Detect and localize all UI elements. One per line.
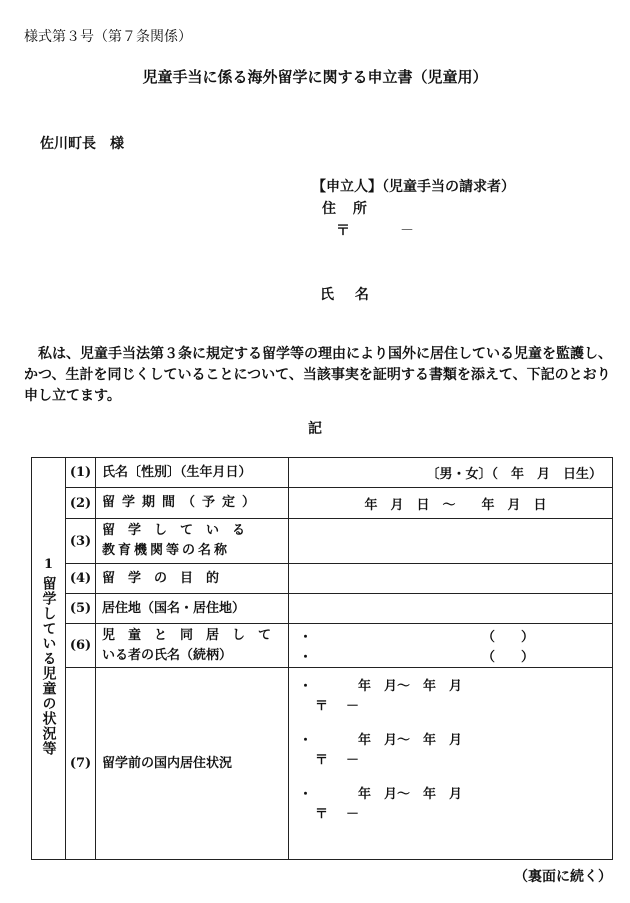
declaration-text: 私は、児童手当法第３条に規定する留学等の理由により国外に居住している児童を監護し、かつ、生計を同じくしていることについて、当該事実を証明する書類を添えて、下記のとおり申し立てます。 — [24, 346, 612, 404]
bullet: ・ — [299, 732, 313, 748]
recipient: 佐川町長 様 — [40, 136, 124, 152]
study-purpose-field[interactable] — [289, 564, 613, 594]
cohabitant-field[interactable] — [289, 624, 613, 668]
name-label: 氏 名 — [320, 287, 377, 303]
row-number: (7) — [66, 668, 96, 860]
period-text: 年 月～ 年 月 — [358, 732, 463, 748]
study-period-field[interactable]: 年 月 日 ～ 年 月 日 — [289, 488, 613, 519]
table-row — [32, 624, 613, 668]
address-label: 住 所 — [322, 201, 373, 217]
section-title: 留学している児童の状況等 — [40, 576, 57, 756]
period-text: 年 月～ 年 月 — [358, 678, 463, 694]
postal-dash: － — [400, 223, 414, 239]
row-label-line: 教育機関等の名称 — [102, 543, 231, 558]
relationship-paren: （ ） — [482, 630, 535, 645]
residence-entry — [299, 674, 612, 714]
postal-dash: － — [346, 752, 360, 768]
postal-dash: － — [346, 806, 360, 822]
table-row — [32, 488, 613, 519]
relationship-paren: （ ） — [482, 650, 535, 665]
bullet: ・ — [299, 630, 313, 645]
document-title: 児童手当に係る海外留学に関する申立書（児童用） — [142, 68, 488, 86]
section-cell — [32, 458, 66, 860]
row-number: (1) — [66, 458, 96, 488]
bullet: ・ — [299, 650, 313, 665]
row-label-line: いる者の氏名（続柄） — [102, 647, 233, 663]
row-number: (2) — [66, 488, 96, 519]
row-number: (3) — [66, 519, 96, 564]
section-number: 1 — [43, 557, 54, 572]
residence-field[interactable] — [289, 594, 613, 624]
school-name-field[interactable] — [289, 519, 613, 564]
postal-mark: 〒 — [315, 806, 329, 822]
postal-dash: － — [346, 698, 360, 714]
row-label: 留学前の国内居住状況 — [96, 668, 289, 860]
residence-entry — [299, 728, 612, 768]
postal-mark: 〒 — [315, 698, 329, 714]
row-label: 留 学 の 目 的 — [96, 564, 289, 594]
row-label: 居住地（国名・居住地） — [96, 594, 289, 624]
row-label-line: 留 学 し て い る — [102, 523, 246, 538]
ki-heading: 記 — [308, 421, 322, 437]
row-label — [96, 624, 289, 668]
applicant-heading: 【申立人】（児童手当の請求者） — [312, 179, 515, 195]
row-label — [96, 519, 289, 564]
form-number: 様式第３号（第７条関係） — [24, 29, 192, 45]
row-label: 留学期間（予定） — [96, 488, 289, 519]
row-label: 氏名〔性別〕（生年月日） — [96, 458, 289, 488]
row-label-line: 児 童 と 同 居 し て — [102, 627, 272, 643]
row-number: (5) — [66, 594, 96, 624]
table-row — [32, 668, 613, 860]
bullet: ・ — [299, 786, 313, 802]
period-text: 年 月～ 年 月 — [358, 786, 463, 802]
prior-residence-field[interactable] — [289, 668, 613, 860]
residence-entry — [299, 782, 612, 822]
bullet: ・ — [299, 678, 313, 694]
continue-note: （裏面に続く） — [514, 869, 612, 885]
table-row — [32, 564, 613, 594]
postal-mark: 〒 — [315, 752, 329, 768]
table-row — [32, 519, 613, 564]
table-row — [32, 458, 613, 488]
name-gender-birthdate-field[interactable]: 〔男・女〕（ 年 月 日生） — [289, 458, 613, 488]
table-row — [32, 594, 613, 624]
row-number: (6) — [66, 624, 96, 668]
postal-mark: 〒 — [336, 223, 350, 239]
row-number: (4) — [66, 564, 96, 594]
status-table — [31, 457, 613, 860]
